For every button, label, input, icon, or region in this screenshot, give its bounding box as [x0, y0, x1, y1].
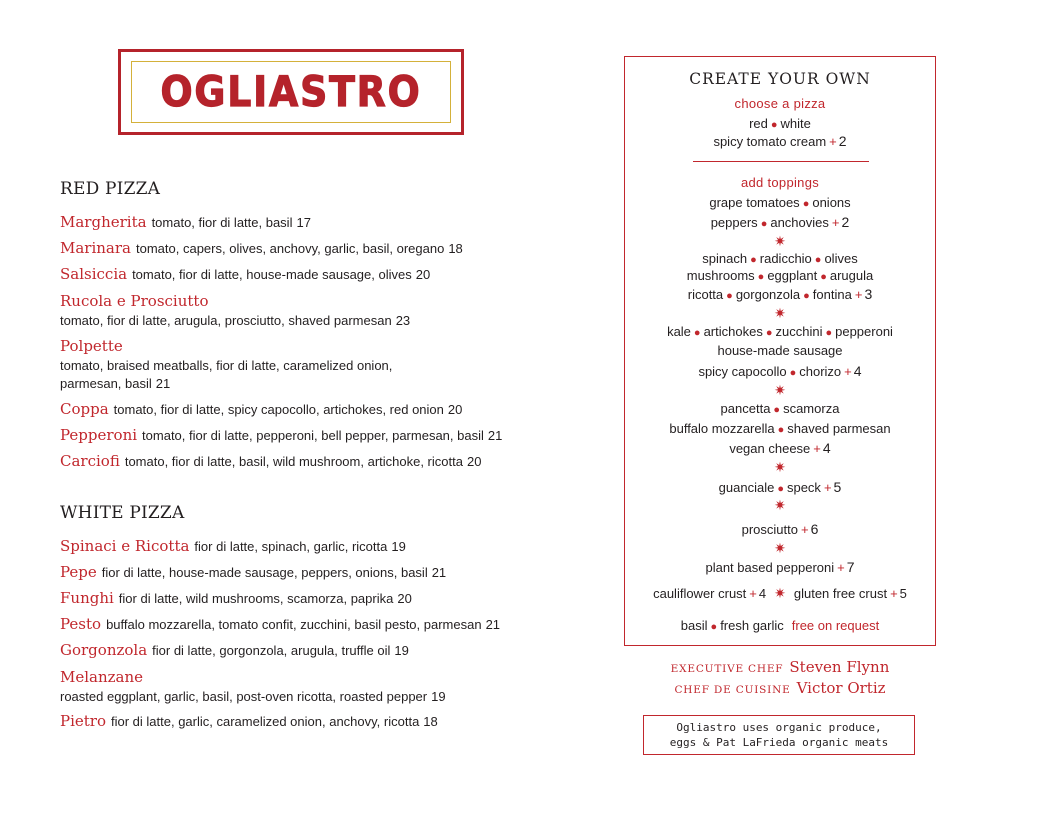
- item-name: Coppa: [60, 400, 109, 418]
- topping-row: [624, 401, 936, 418]
- bullet-dot-icon: ●: [814, 254, 822, 266]
- item-name: Gorgonzola: [60, 641, 148, 659]
- logo-text: OGLIASTRO: [160, 67, 422, 116]
- star-burst-icon: ✷: [774, 305, 786, 321]
- logo: [160, 67, 422, 116]
- plus-sign: +: [813, 441, 821, 456]
- plus-sign: +: [800, 522, 809, 537]
- menu-item: [60, 426, 580, 445]
- option-text: spinach: [702, 251, 748, 266]
- free-note: free on request: [791, 618, 880, 633]
- bullet-dot-icon: ●: [802, 198, 810, 210]
- option-text: speck: [786, 480, 821, 495]
- bullet-dot-icon: ●: [789, 367, 797, 379]
- white-pizza-title: WHITE PIZZA: [60, 503, 185, 523]
- topping-row: [624, 268, 936, 285]
- item-price: 19: [394, 643, 409, 658]
- item-name: Pepperoni: [60, 426, 138, 444]
- bullet-dot-icon: ●: [710, 621, 718, 633]
- plus-sign: +: [829, 134, 837, 149]
- organic-note-line: eggs & Pat LaFrieda organic meats: [669, 736, 889, 749]
- plus-sign: +: [844, 364, 852, 379]
- price: 7: [846, 559, 855, 575]
- option-text: buffalo mozzarella: [669, 421, 775, 436]
- chef-de-cuisine: [624, 679, 936, 698]
- item-name: Pesto: [60, 615, 102, 633]
- option-text: scamorza: [783, 401, 840, 416]
- star-burst-icon: ✷: [774, 233, 786, 249]
- item-desc: tomato, fior di latte, house-made sausage, olives: [132, 267, 412, 282]
- price: 6: [810, 521, 819, 537]
- star-burst-icon: ✷: [774, 459, 786, 475]
- menu-item: [60, 239, 580, 258]
- menu-item: [60, 667, 580, 706]
- topping-row: [624, 421, 936, 438]
- menu-item: [60, 213, 580, 232]
- item-desc: fior di latte, garlic, caramelized onion, anchovy, ricotta: [111, 714, 420, 729]
- menu-item: [60, 400, 580, 419]
- option-text: artichokes: [703, 324, 763, 339]
- item-desc-cont: parmesan, basil: [60, 376, 152, 391]
- star-burst-icon: ✷: [774, 540, 786, 556]
- chef-role: EXECUTIVE CHEF: [670, 663, 784, 675]
- item-desc: tomato, fior di latte, pepperoni, bell pepper, parmesan, basil: [142, 428, 484, 443]
- item-desc: tomato, braised meatballs, fior di latte, caramelized onion,: [60, 358, 393, 373]
- item-desc: tomato, fior di latte, basil: [151, 215, 293, 230]
- item-price: 19: [431, 689, 446, 704]
- logo-frame: [118, 49, 464, 135]
- item-name: Marinara: [60, 239, 131, 257]
- topping-row: [624, 559, 936, 576]
- price: 4: [853, 363, 862, 379]
- option-text: fontina: [812, 287, 852, 302]
- option-text: fresh garlic: [720, 618, 784, 633]
- menu-item: [60, 712, 580, 731]
- item-desc: fior di latte, house-made sausage, peppers, onions, basil: [101, 565, 428, 580]
- plus-sign: +: [823, 480, 832, 495]
- item-name: Pepe: [60, 563, 97, 581]
- item-price: 19: [391, 539, 406, 554]
- item-price: 21: [155, 376, 171, 391]
- option-text: shaved parmesan: [787, 421, 891, 436]
- item-name: Polpette: [60, 337, 123, 355]
- option-text: house-made sausage: [717, 343, 843, 358]
- item-desc: tomato, fior di latte, spicy capocollo, artichokes, red onion: [113, 402, 444, 417]
- price: 4: [758, 586, 767, 601]
- logo-inner-frame: [131, 61, 451, 123]
- option-text: pepperoni: [835, 324, 893, 339]
- item-name: Rucola e Prosciutto: [60, 292, 209, 310]
- option-text: gluten free crust: [793, 586, 888, 601]
- star-burst-icon: ✷: [774, 585, 786, 601]
- option-text: ricotta: [687, 287, 724, 302]
- plus-sign: +: [837, 560, 845, 575]
- price: 2: [841, 214, 850, 230]
- item-desc: buffalo mozzarella, tomato confit, zucchini, basil pesto, parmesan: [106, 617, 482, 632]
- menu-item: [60, 265, 580, 284]
- bullet-dot-icon: ●: [760, 218, 768, 230]
- item-name: Funghi: [60, 589, 114, 607]
- item-name: Spinaci e Ricotta: [60, 537, 190, 555]
- topping-row: [624, 195, 936, 212]
- chef-name: Steven Flynn: [789, 658, 890, 676]
- item-desc: fior di latte, spinach, garlic, ricotta: [194, 539, 388, 554]
- option-text: grape tomatoes: [709, 195, 800, 210]
- add-toppings-label: add toppings: [740, 175, 820, 190]
- item-name: Margherita: [60, 213, 147, 231]
- option-text: vegan cheese: [729, 441, 811, 456]
- menu-item: [60, 563, 580, 582]
- topping-row: [624, 440, 936, 457]
- option-text: prosciutto: [741, 522, 798, 537]
- create-your-own-title: CREATE YOUR OWN: [689, 70, 871, 88]
- topping-row: [624, 214, 936, 232]
- item-price: 21: [487, 428, 503, 443]
- divider-line: [693, 161, 869, 162]
- bullet-dot-icon: ●: [777, 424, 785, 436]
- item-name: Pietro: [60, 712, 106, 730]
- item-price: 23: [395, 313, 411, 328]
- option-text: kale: [667, 324, 691, 339]
- plus-sign: +: [749, 586, 757, 601]
- base-options: [624, 116, 936, 133]
- bullet-dot-icon: ●: [820, 271, 827, 283]
- item-price: 18: [448, 241, 463, 256]
- organic-note-line: Ogliastro uses organic produce,: [676, 721, 882, 734]
- plus-sign: +: [890, 586, 898, 601]
- option-text: mushrooms: [686, 268, 755, 283]
- chef-role: CHEF DE CUISINE: [674, 684, 791, 696]
- item-price: 20: [415, 267, 431, 282]
- chef-name: Victor Ortiz: [796, 679, 886, 697]
- topping-row: [624, 521, 936, 538]
- item-price: 20: [397, 591, 412, 606]
- price: 5: [833, 479, 842, 495]
- bullet-dot-icon: ●: [693, 327, 701, 339]
- option-text: radicchio: [759, 251, 812, 266]
- star-burst-icon: ✷: [774, 497, 786, 513]
- option-text: peppers: [710, 215, 758, 230]
- item-name: Carciofi: [60, 452, 120, 470]
- plus-sign: +: [831, 215, 840, 230]
- topping-row: [624, 343, 936, 359]
- bullet-dot-icon: ●: [770, 119, 778, 131]
- topping-row: [624, 324, 936, 341]
- menu-item: [60, 336, 580, 393]
- option-text: anchovies: [770, 215, 829, 230]
- option-text: pancetta: [720, 401, 771, 416]
- base-upcharge: [624, 133, 936, 150]
- item-desc: roasted eggplant, garlic, basil, post-oven ricotta, roasted pepper: [60, 689, 428, 704]
- topping-row: [624, 251, 936, 268]
- crust-options: [624, 585, 936, 602]
- item-desc: tomato, capers, olives, anchovy, garlic, basil, oregano: [136, 241, 445, 256]
- executive-chef: [624, 658, 936, 677]
- topping-row: [624, 286, 936, 304]
- option-text: spicy capocollo: [698, 364, 787, 379]
- item-desc: tomato, fior di latte, basil, wild mushroom, artichoke, ricotta: [124, 454, 463, 469]
- topping-row: [624, 363, 936, 381]
- item-price: 20: [466, 454, 482, 469]
- option-text: eggplant: [767, 268, 818, 283]
- bullet-dot-icon: ●: [825, 327, 833, 339]
- bullet-dot-icon: ●: [726, 290, 733, 302]
- bullet-dot-icon: ●: [777, 483, 784, 495]
- menu-item: [60, 641, 580, 660]
- item-price: 21: [431, 565, 447, 580]
- item-desc: fior di latte, wild mushrooms, scamorza, paprika: [118, 591, 394, 606]
- bullet-dot-icon: ●: [803, 290, 810, 302]
- price: 5: [899, 586, 907, 601]
- option-text: basil: [680, 618, 708, 633]
- option-text: olives: [824, 251, 858, 266]
- plus-sign: +: [854, 287, 863, 302]
- item-price: 17: [296, 215, 311, 230]
- price: 4: [822, 440, 831, 456]
- bullet-dot-icon: ●: [757, 271, 765, 283]
- star-burst-icon: ✷: [774, 382, 786, 398]
- option-text: zucchini: [775, 324, 823, 339]
- option-text: red: [749, 116, 768, 131]
- option-text: cauliflower crust: [653, 586, 747, 601]
- red-pizza-title: RED PIZZA: [60, 179, 161, 199]
- option-text: spicy tomato cream: [713, 134, 827, 149]
- menu-item: [60, 537, 580, 556]
- item-price: 21: [485, 617, 501, 632]
- bullet-dot-icon: ●: [765, 327, 773, 339]
- choose-pizza-label: choose a pizza: [734, 96, 826, 111]
- menu-item: [60, 291, 580, 330]
- free-options: [624, 618, 936, 635]
- organic-note-box: [643, 715, 915, 755]
- bullet-dot-icon: ●: [773, 404, 781, 416]
- item-desc: tomato, fior di latte, arugula, prosciutto, shaved parmesan: [60, 313, 392, 328]
- option-text: gorgonzola: [735, 287, 801, 302]
- price: 2: [838, 133, 847, 149]
- item-price: 20: [447, 402, 463, 417]
- menu-item: [60, 589, 580, 608]
- item-name: Melanzane: [60, 668, 144, 686]
- option-text: onions: [812, 195, 851, 210]
- option-text: arugula: [829, 268, 874, 283]
- bullet-dot-icon: ●: [750, 254, 757, 266]
- topping-row: [624, 479, 936, 497]
- option-text: plant based pepperoni: [705, 560, 835, 575]
- item-name: Salsiccia: [60, 265, 128, 283]
- price: 3: [864, 286, 873, 302]
- menu-item: [60, 615, 580, 634]
- item-desc: fior di latte, gorgonzola, arugula, truffle oil: [152, 643, 391, 658]
- menu-item: [60, 452, 580, 471]
- option-text: white: [780, 116, 811, 131]
- option-text: guanciale: [718, 480, 775, 495]
- option-text: chorizo: [799, 364, 842, 379]
- item-price: 18: [423, 714, 438, 729]
